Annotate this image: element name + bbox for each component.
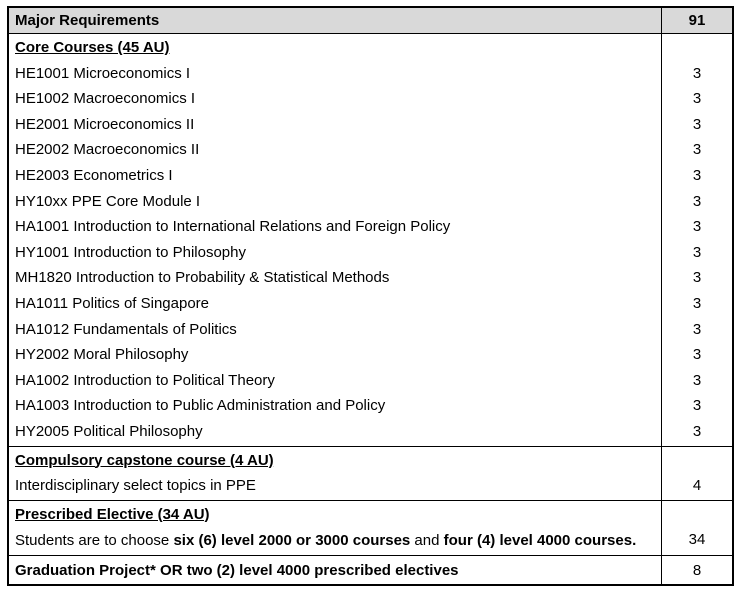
requirements-table	[7, 6, 734, 586]
section-graduation-project	[9, 556, 732, 584]
course-au: 3	[692, 371, 702, 389]
course-au: 3	[692, 422, 702, 440]
capstone-heading: Compulsory capstone course (4 AU)	[15, 451, 274, 469]
course-text: HE2001 Microeconomics II	[15, 115, 195, 133]
header-row	[9, 8, 732, 34]
core-course-list	[15, 61, 651, 445]
core-courses-au-cell	[661, 34, 732, 446]
elective-description	[15, 527, 651, 554]
core-courses-heading: Core Courses (45 AU)	[15, 39, 170, 56]
course-text: HA1012 Fundamentals of Politics	[15, 320, 237, 338]
elective-desc-text: Students are to choose	[15, 532, 174, 550]
course-au: 3	[692, 320, 702, 338]
course-au: 3	[692, 115, 702, 133]
core-course-au-list	[662, 61, 732, 445]
course-text: HY1001 Introduction to Philosophy	[15, 243, 246, 261]
course-text: HA1001 Introduction to International Relations and Foreign Policy	[15, 218, 451, 236]
elective-au-value: 34	[688, 531, 706, 549]
section-core-courses	[9, 34, 732, 447]
graduation-au-value: 8	[661, 556, 732, 584]
spacer-line	[662, 502, 732, 528]
course-au: 3	[692, 294, 702, 312]
course-text: HA1002 Introduction to Political Theory	[15, 371, 275, 389]
spacer-line	[662, 35, 732, 61]
capstone-course-text: Interdisciplinary select topics in PPE	[15, 477, 256, 495]
course-au: 3	[692, 243, 702, 261]
total-au-value: 91	[661, 8, 732, 33]
course-au: 3	[692, 192, 702, 210]
course-au: 3	[692, 141, 702, 159]
spacer-line	[662, 448, 732, 474]
core-courses-cell	[9, 34, 661, 446]
course-au: 3	[692, 166, 702, 184]
elective-heading: Prescribed Elective (34 AU)	[15, 505, 210, 523]
capstone-au-value: 4	[692, 477, 702, 495]
graduation-text: Graduation Project* OR two (2) level 4000 prescribed electives	[15, 562, 459, 580]
elective-au-cell	[661, 501, 732, 556]
course-text: HY2005 Political Philosophy	[15, 422, 203, 440]
course-au: 3	[692, 397, 702, 415]
course-text: HY10xx PPE Core Module I	[15, 192, 201, 210]
elective-desc-bold-text: four (4) level 4000 courses.	[443, 532, 637, 550]
course-text: HA1003 Introduction to Public Administration and Policy	[15, 397, 386, 415]
course-text: HE1001 Microeconomics I	[15, 64, 191, 82]
course-au: 3	[692, 90, 702, 108]
elective-desc-text: and	[410, 532, 444, 550]
table-title: Major Requirements	[15, 12, 160, 29]
course-text: MH1820 Introduction to Probability & Statistical Methods	[15, 269, 390, 287]
capstone-au-cell	[661, 447, 732, 500]
course-text: HE2002 Macroeconomics II	[15, 141, 200, 159]
elective-cell	[9, 501, 661, 556]
course-text: HE1002 Macroeconomics I	[15, 90, 196, 108]
elective-desc-bold-text: six (6) level 2000 or 3000 courses	[173, 532, 411, 550]
course-text: HY2002 Moral Philosophy	[15, 346, 189, 364]
section-capstone	[9, 447, 732, 501]
course-au: 3	[692, 218, 702, 236]
course-text: HE2003 Econometrics I	[15, 166, 173, 184]
course-au: 3	[692, 269, 702, 287]
section-prescribed-elective	[9, 501, 732, 557]
course-au: 3	[692, 64, 702, 82]
capstone-cell	[9, 447, 661, 500]
course-au: 3	[692, 346, 702, 364]
course-text: HA1011 Politics of Singapore	[15, 294, 210, 312]
